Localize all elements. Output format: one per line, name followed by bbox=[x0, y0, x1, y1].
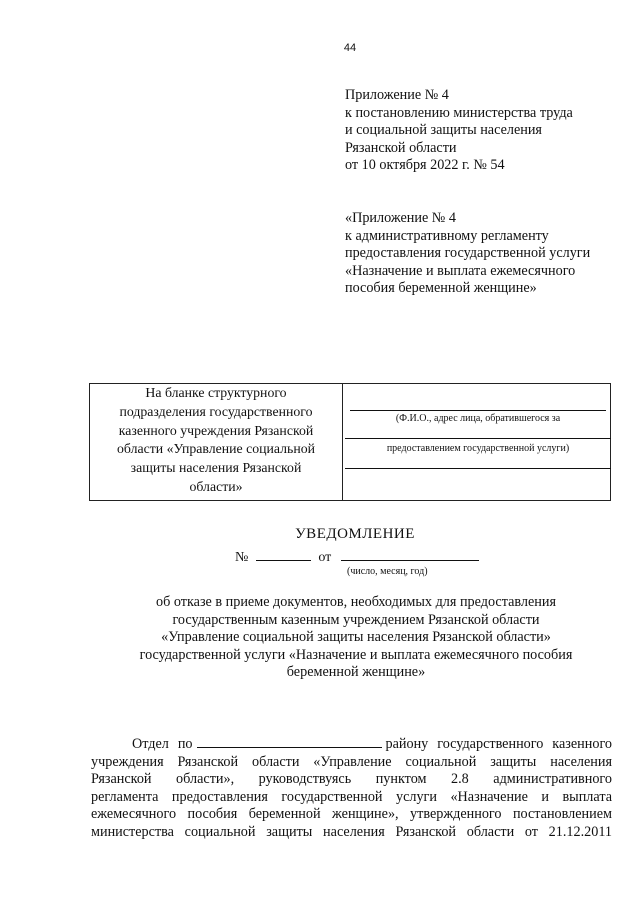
notice-number-line bbox=[235, 548, 479, 566]
appendix-line: «Приложение № 4 bbox=[345, 210, 456, 226]
subject-line: государственным казенным учреждением Рязанской области bbox=[172, 611, 540, 628]
appendix-line: Рязанской области bbox=[345, 139, 457, 156]
notice-body bbox=[91, 735, 612, 842]
from-label: от bbox=[318, 550, 332, 565]
appendix-line: предоставления государственной услуги bbox=[345, 245, 591, 262]
recipient-caption: предоставлением государственной услуги) bbox=[386, 443, 570, 454]
appendix-line: «Назначение и выплата ежемесячного bbox=[345, 262, 576, 279]
appendix-line: и социальной защиты населения bbox=[345, 122, 542, 139]
body-line: Рязанской области», руководствуясь пунктом 2.8 административного bbox=[91, 771, 612, 788]
recipient-fill-line[interactable] bbox=[350, 410, 606, 411]
appendix-line: Приложение № 4 bbox=[345, 87, 449, 103]
appendix-line: к административному регламенту bbox=[345, 227, 549, 244]
box-divider bbox=[342, 383, 343, 501]
body-line: регламента предоставления государственной услуги «Назначение и выплата bbox=[91, 788, 612, 805]
body-line bbox=[91, 735, 612, 754]
appendix-reference-decree bbox=[345, 87, 573, 175]
body-line: ежемесячного пособия беременной женщине», утвержденного постановлением bbox=[91, 806, 612, 823]
district-field[interactable] bbox=[197, 735, 382, 748]
subject-line: беременной женщине» bbox=[286, 664, 426, 681]
body-line: учреждения Рязанской области «Управление социальной защиты населения bbox=[91, 753, 612, 770]
number-label: № bbox=[235, 550, 249, 565]
page-number: 44 bbox=[343, 42, 357, 54]
letterhead-line: На бланке структурного bbox=[145, 385, 287, 400]
letterhead-line: защиты населения Рязанской bbox=[130, 460, 302, 476]
letterhead-line: области» bbox=[189, 478, 243, 494]
letterhead-placeholder bbox=[92, 384, 340, 497]
notice-number-field[interactable] bbox=[256, 548, 311, 561]
subject-line: «Управление социальной защиты населения Рязанской области» bbox=[161, 629, 551, 646]
body-line: министерства социальной защиты населения Рязанской области от 21.12.2011 bbox=[91, 823, 612, 840]
department-label: Отдел по bbox=[132, 736, 193, 752]
subject-line: государственной услуги «Назначение и выплата ежемесячного пособия bbox=[139, 646, 573, 663]
appendix-line: от 10 октября 2022 г. № 54 bbox=[345, 157, 505, 174]
recipient-caption: (Ф.И.О., адрес лица, обратившегося за bbox=[395, 413, 561, 424]
appendix-line: к постановлению министерства труда bbox=[345, 104, 573, 121]
letterhead-line: подразделения государственного bbox=[119, 403, 313, 419]
notice-subject bbox=[98, 594, 614, 682]
appendix-line: пособия беременной женщине» bbox=[345, 280, 537, 297]
date-caption: (число, месяц, год) bbox=[347, 566, 428, 577]
notice-date-field[interactable] bbox=[341, 548, 479, 561]
letterhead-line: казенного учреждения Рязанской bbox=[118, 422, 314, 438]
recipient-fill-line[interactable] bbox=[345, 468, 611, 469]
recipient-fill-line[interactable] bbox=[345, 438, 611, 439]
subject-line: об отказе в приеме документов, необходимых для предоставления bbox=[156, 594, 556, 610]
district-suffix: району государственного казенного bbox=[385, 736, 612, 752]
notice-title: УВЕДОМЛЕНИЕ bbox=[295, 526, 415, 542]
letterhead-line: области «Управление социальной bbox=[117, 441, 315, 457]
appendix-reference-regulation bbox=[345, 210, 590, 298]
